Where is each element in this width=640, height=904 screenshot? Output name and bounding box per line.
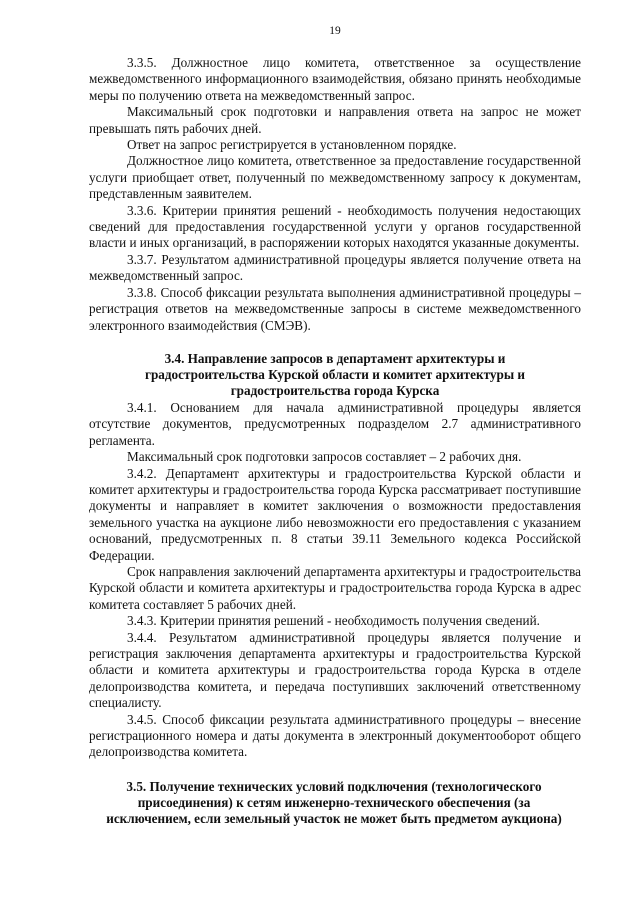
heading-line: градостроительства города Курска xyxy=(230,382,440,398)
paragraph-response-registration: Ответ на запрос регистрируется в установленном порядке. xyxy=(127,137,457,153)
paragraph-3-3-7: 3.3.7. Результатом административной процедуры является получение ответа на межведомственный запрос. xyxy=(89,251,581,284)
section-heading-3-4 xyxy=(89,351,581,399)
heading-line: 3.4. Направление запросов в департамент архитектуры и xyxy=(164,350,506,366)
paragraph-3-4-2: 3.4.2. Департамент архитектуры и градостроительства Курской области и комитет архитектуры и градостроительства города Курска рассматривает поступившие документы и направляет в комитет заключения о возможности предоставления земельного участка на аукционе либо невозможности его предоставления с указанием оснований, предусмотренных п. 8 статьи 39.11 Земельного кодекса Российской Федерации. xyxy=(89,465,581,563)
paragraph-3-3-8: 3.3.8. Способ фиксации результата выполнения административной процедуры – регистрация ответов на межведомственные запросы в системе межведомственного электронного взаимодействия (СМЭВ). xyxy=(89,284,581,333)
paragraph-conclusion-deadline: Срок направления заключений департамента архитектуры и градостроительства Курской области и комитета архитектуры и градостроительства города Курска в адрес комитета составляет 5 рабочих дней. xyxy=(89,563,581,612)
paragraph-max-response-time: Максимальный срок подготовки и направления ответа на запрос не может превышать пять рабочих дней. xyxy=(89,104,581,136)
paragraph-3-4-5: 3.4.5. Способ фиксации результата административного процедуры – внесение регистрационного номера и даты документа в электронный документооборот общего делопроизводства комитета. xyxy=(89,711,581,760)
paragraph-3-4-4: 3.4.4. Результатом административной процедуры является получение и регистрация заключения департамента архитектуры и градостроительства Курской области и комитета архитектуры и градостроительства города Курска в отделе делопроизводства комитета, и передача поступивших заключений ответственному специалисту. xyxy=(89,629,581,711)
section-heading-3-5 xyxy=(81,779,587,827)
paragraph-max-request-time: Максимальный срок подготовки запросов составляет – 2 рабочих дня. xyxy=(127,449,522,465)
paragraph-3-4-1: 3.4.1. Основанием для начала административной процедуры является отсутствие документов, предусмотренных подразделом 2.7 административного регламента. xyxy=(89,399,581,448)
heading-line: присоединения) к сетям инженерно-технического обеспечения (за xyxy=(137,794,531,810)
heading-line: исключением, если земельный участок не может быть предметом аукциона) xyxy=(106,810,562,826)
document-body xyxy=(89,55,581,827)
paragraph-official-attaches-response: Должностное лицо комитета, ответственное за предоставление государственной услуги приобщает ответ, полученный по межведомственному запросу к документам, представленным заявителем. xyxy=(89,153,581,202)
heading-line: 3.5. Получение технических условий подключения (технологического xyxy=(126,778,542,794)
paragraph-3-3-6: 3.3.6. Критерии принятия решений - необходимость получения недостающих сведений для предоставления государственной услуги у органов государственной власти и иных организаций, в распоряжении которых находятся указанные документы. xyxy=(89,202,581,251)
heading-line: градостроительства Курской области и комитет архитектуры и xyxy=(144,366,526,382)
paragraph-3-3-5: 3.3.5. Должностное лицо комитета, ответственное за осуществление межведомственного информационного взаимодействия, обязано принять необходимые меры по получению ответа на межведомственный запрос. xyxy=(89,55,581,103)
page-number: 19 xyxy=(329,25,341,37)
paragraph-3-4-3: 3.4.3. Критерии принятия решений - необходимость получения сведений. xyxy=(127,613,540,629)
